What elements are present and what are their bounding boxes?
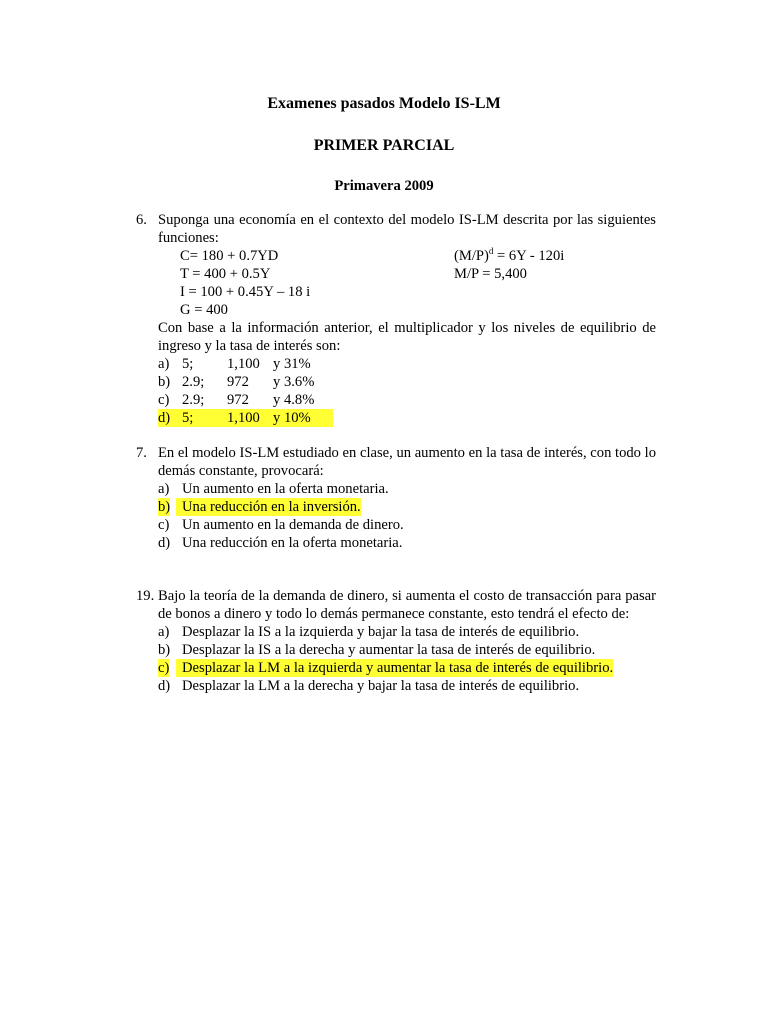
document-subtitle: PRIMER PARCIAL <box>313 137 455 154</box>
document-title: Examenes pasados Modelo IS-LM <box>267 95 501 112</box>
question-prompt: En el modelo IS-LM estudiado en clase, un aumento en la tasa de interés, con todo lo demás constante, provocará: <box>158 445 656 479</box>
equation-money-demand: $(M/P)^d = 6Y - 120i$ <box>454 246 565 264</box>
option-b-highlighted: b) Una reducción en la inversión. <box>158 499 361 515</box>
equation-taxes: T = 400 + 0.5Y <box>180 266 271 282</box>
question-prompt: Bajo la teoría de la demanda de dinero, si aumenta el costo de transacción para pasar de bonos a dinero y todo lo demás permanece constante, esto tendrá el efecto de: <box>158 588 656 622</box>
question-number: 6. <box>136 212 147 228</box>
option-c: c) 2.9; 972 y 4.8% <box>158 392 315 408</box>
equation-investment: I = 100 + 0.45Y – 18 i <box>180 284 311 300</box>
document-term: Primavera 2009 <box>334 178 434 194</box>
question-number: 7. <box>136 445 147 461</box>
equations-block <box>136 247 656 319</box>
equation-money-supply: M/P = 5,400 <box>454 266 527 282</box>
option-a: a) 5; 1,100 y 31% <box>158 356 311 372</box>
option-c-highlighted: c) Desplazar la LM a la izquierda y aumentar la tasa de interés de equilibrio. <box>158 660 614 676</box>
equation-government: G = 400 <box>180 302 228 318</box>
question-19 <box>136 587 656 695</box>
question-prompt: Suponga una economía en el contexto del modelo IS-LM descrita por las siguientes funciones: <box>158 212 656 246</box>
option-c: c) Un aumento en la demanda de dinero. <box>158 517 404 533</box>
option-a: a) Desplazar la IS a la izquierda y bajar la tasa de interés de equilibrio. <box>158 624 580 640</box>
equation-consumption: C= 180 + 0.7YD <box>180 248 279 264</box>
option-d: d) Desplazar la LM a la derecha y bajar la tasa de interés de equilibrio. <box>158 678 580 694</box>
option-d-highlighted: d) 5; 1,100 y 10% <box>158 409 656 427</box>
question-followup: Con base a la información anterior, el multiplicador y los niveles de equilibrio de ingreso y la tasa de interés son: <box>158 320 656 354</box>
option-b: b) 2.9; 972 y 3.6% <box>158 374 315 390</box>
question-7 <box>136 444 656 552</box>
question-6 <box>136 211 656 427</box>
option-a: a) Un aumento en la oferta monetaria. <box>158 481 389 497</box>
option-d: d) Una reducción en la oferta monetaria. <box>158 535 403 551</box>
question-number: 19. <box>136 588 155 604</box>
option-b: b) Desplazar la IS a la derecha y aumentar la tasa de interés de equilibrio. <box>158 642 596 658</box>
